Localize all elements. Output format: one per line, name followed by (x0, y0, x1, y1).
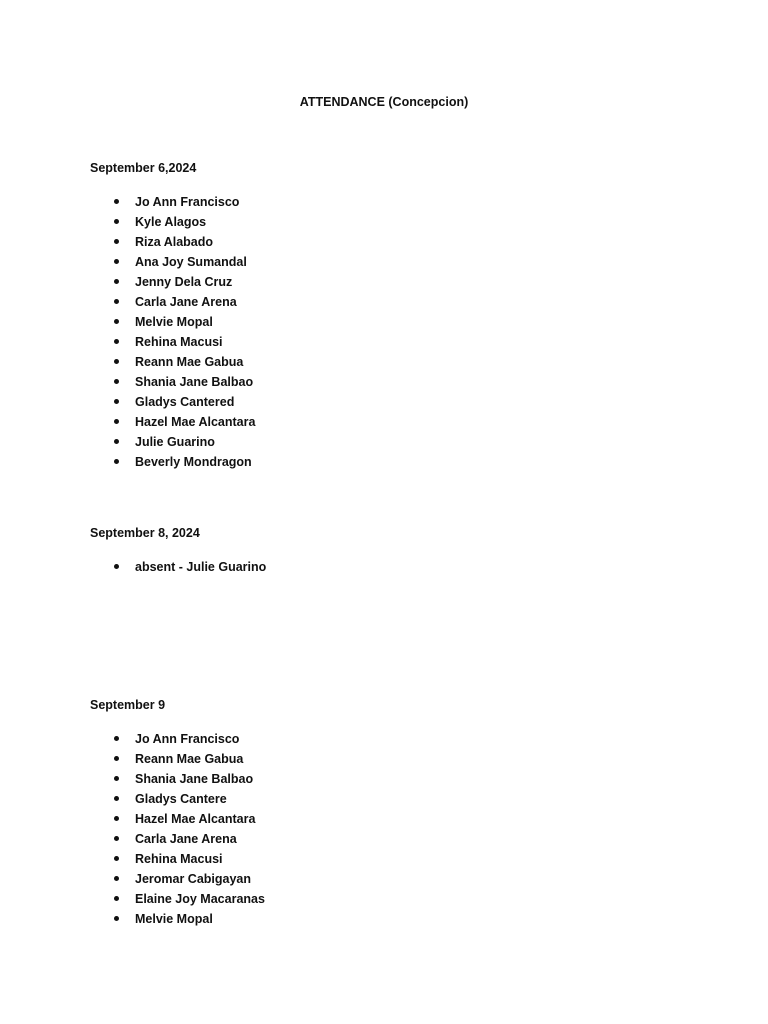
list-item (90, 829, 690, 849)
attendee-name: Kyle Alagos (135, 215, 207, 229)
bullet-icon (114, 816, 119, 821)
attendee-name: Gladys Cantere (135, 792, 227, 806)
attendee-name: Hazel Mae Alcantara (135, 415, 256, 429)
list-item (90, 557, 690, 577)
attendee-name: Reann Mae Gabua (135, 752, 244, 766)
section-date: September 6,2024 (90, 161, 197, 175)
attendee-name: Shania Jane Balbao (135, 772, 254, 786)
bullet-icon (114, 736, 119, 741)
bullet-icon (114, 776, 119, 781)
list-item (90, 432, 690, 452)
bullet-icon (114, 219, 119, 224)
list-item (90, 909, 690, 929)
attendance-list (90, 192, 690, 472)
attendance-section (90, 696, 690, 929)
bullet-icon (114, 756, 119, 761)
list-item (90, 232, 690, 252)
list-item (90, 392, 690, 412)
list-item (90, 452, 690, 472)
attendance-section (90, 524, 690, 577)
attendee-name: Rehina Macusi (135, 335, 223, 349)
list-item (90, 789, 690, 809)
attendee-name: Beverly Mondragon (135, 455, 252, 469)
bullet-icon (114, 319, 119, 324)
bullet-icon (114, 239, 119, 244)
section-date: September 9 (90, 698, 166, 712)
list-item (90, 372, 690, 392)
bullet-icon (114, 856, 119, 861)
list-item (90, 312, 690, 332)
list-item (90, 889, 690, 909)
bullet-icon (114, 459, 119, 464)
list-item (90, 272, 690, 292)
bullet-icon (114, 359, 119, 364)
bullet-icon (114, 379, 119, 384)
list-item (90, 212, 690, 232)
list-item (90, 412, 690, 432)
bullet-icon (114, 279, 119, 284)
bullet-icon (114, 439, 119, 444)
list-item (90, 729, 690, 749)
list-item (90, 252, 690, 272)
document-title: ATTENDANCE (Concepcion) (299, 95, 469, 109)
bullet-icon (114, 836, 119, 841)
attendee-name: Carla Jane Arena (135, 832, 237, 846)
attendee-name: absent - Julie Guarino (135, 560, 267, 574)
list-item (90, 352, 690, 372)
bullet-icon (114, 259, 119, 264)
attendee-name: Reann Mae Gabua (135, 355, 244, 369)
bullet-icon (114, 199, 119, 204)
attendee-name: Melvie Mopal (135, 315, 213, 329)
bullet-icon (114, 876, 119, 881)
bullet-icon (114, 399, 119, 404)
bullet-icon (114, 299, 119, 304)
bullet-icon (114, 896, 119, 901)
attendee-name: Gladys Cantered (135, 395, 235, 409)
attendee-name: Rehina Macusi (135, 852, 223, 866)
attendee-name: Riza Alabado (135, 235, 214, 249)
list-item (90, 292, 690, 312)
attendee-name: Ana Joy Sumandal (135, 255, 247, 269)
list-item (90, 809, 690, 829)
attendee-name: Jo Ann Francisco (135, 195, 240, 209)
bullet-icon (114, 916, 119, 921)
attendee-name: Melvie Mopal (135, 912, 213, 926)
attendee-name: Jo Ann Francisco (135, 732, 240, 746)
attendee-name: Shania Jane Balbao (135, 375, 254, 389)
attendee-name: Hazel Mae Alcantara (135, 812, 256, 826)
attendee-name: Carla Jane Arena (135, 295, 237, 309)
list-item (90, 332, 690, 352)
bullet-icon (114, 796, 119, 801)
attendance-section (90, 159, 690, 472)
bullet-icon (114, 419, 119, 424)
attendance-list (90, 729, 690, 929)
list-item (90, 749, 690, 769)
attendance-list (90, 557, 690, 577)
list-item (90, 192, 690, 212)
bullet-icon (114, 339, 119, 344)
bullet-icon (114, 564, 119, 569)
section-date: September 8, 2024 (90, 526, 200, 540)
list-item (90, 869, 690, 889)
attendee-name: Jeromar Cabigayan (135, 872, 252, 886)
attendee-name: Julie Guarino (135, 435, 215, 449)
attendee-name: Jenny Dela Cruz (135, 275, 233, 289)
list-item (90, 849, 690, 869)
list-item (90, 769, 690, 789)
attendee-name: Elaine Joy Macaranas (135, 892, 265, 906)
